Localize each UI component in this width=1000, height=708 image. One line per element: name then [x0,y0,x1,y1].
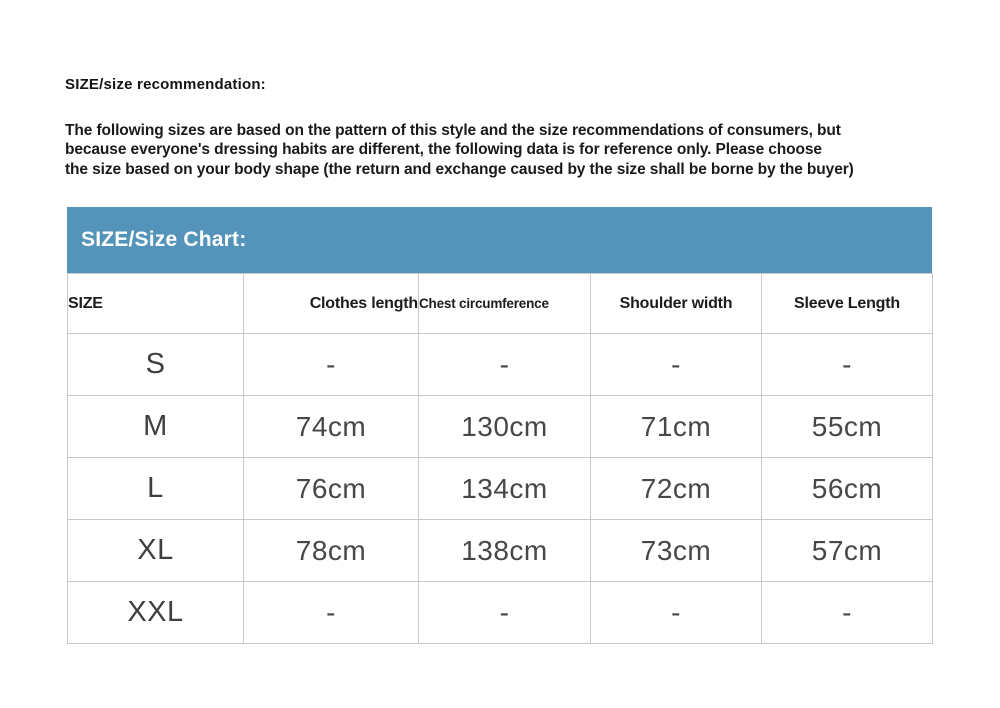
table-row-s [68,334,933,396]
shoulder-width-value: - [591,582,762,644]
shoulder-width-value: - [591,334,762,396]
clothes-length-value: - [244,582,419,644]
size-chart-title-bar [67,207,932,273]
table-row-xl [68,520,933,582]
size-label: L [68,458,244,520]
recommendation-line-1: The following sizes are based on the pattern of this style and the size recommendations of consumers, but [65,122,841,139]
size-label: S [68,334,244,396]
size-label: XL [68,520,244,582]
chest-circumference-value: 130cm [419,396,591,458]
chest-circumference-value: 138cm [419,520,591,582]
clothes-length-value: 76cm [244,458,419,520]
clothes-length-value: - [244,334,419,396]
sleeve-length-value: 55cm [762,396,933,458]
shoulder-width-value: 73cm [591,520,762,582]
sleeve-length-value: - [762,334,933,396]
recommendation-line-2: because everyone's dressing habits are different, the following data is for reference only. Please choose [65,141,822,159]
chest-circumference-value: - [419,582,591,644]
size-label: XXL [68,582,244,644]
clothes-length-value: 74cm [244,396,419,458]
size-table-header-row [68,274,933,334]
sleeve-length-value: 56cm [762,458,933,520]
sleeve-length-value: 57cm [762,520,933,582]
shoulder-width-value: 72cm [591,458,762,520]
recommendation-text [65,121,854,179]
size-chart-title: SIZE/Size Chart: [81,228,247,251]
clothes-length-value: 78cm [244,520,419,582]
page-heading: SIZE/size recommendation: [65,76,266,93]
size-label: M [68,396,244,458]
sleeve-length-value: - [762,582,933,644]
chest-circumference-value: 134cm [419,458,591,520]
col-header-chest-circumference: Chest circumference [419,274,591,334]
col-header-sleeve-length: Sleeve Length [762,274,933,334]
table-row-m [68,396,933,458]
table-row-l [68,458,933,520]
size-table [67,273,933,644]
chest-circumference-value: - [419,334,591,396]
col-header-clothes-length: Clothes length [244,274,419,334]
col-header-size: SIZE [68,274,244,334]
col-header-shoulder-width: Shoulder width [591,274,762,334]
shoulder-width-value: 71cm [591,396,762,458]
table-row-xxl [68,582,933,644]
recommendation-line-3: the size based on your body shape (the return and exchange caused by the size shall be borne by the buyer) [65,160,854,178]
